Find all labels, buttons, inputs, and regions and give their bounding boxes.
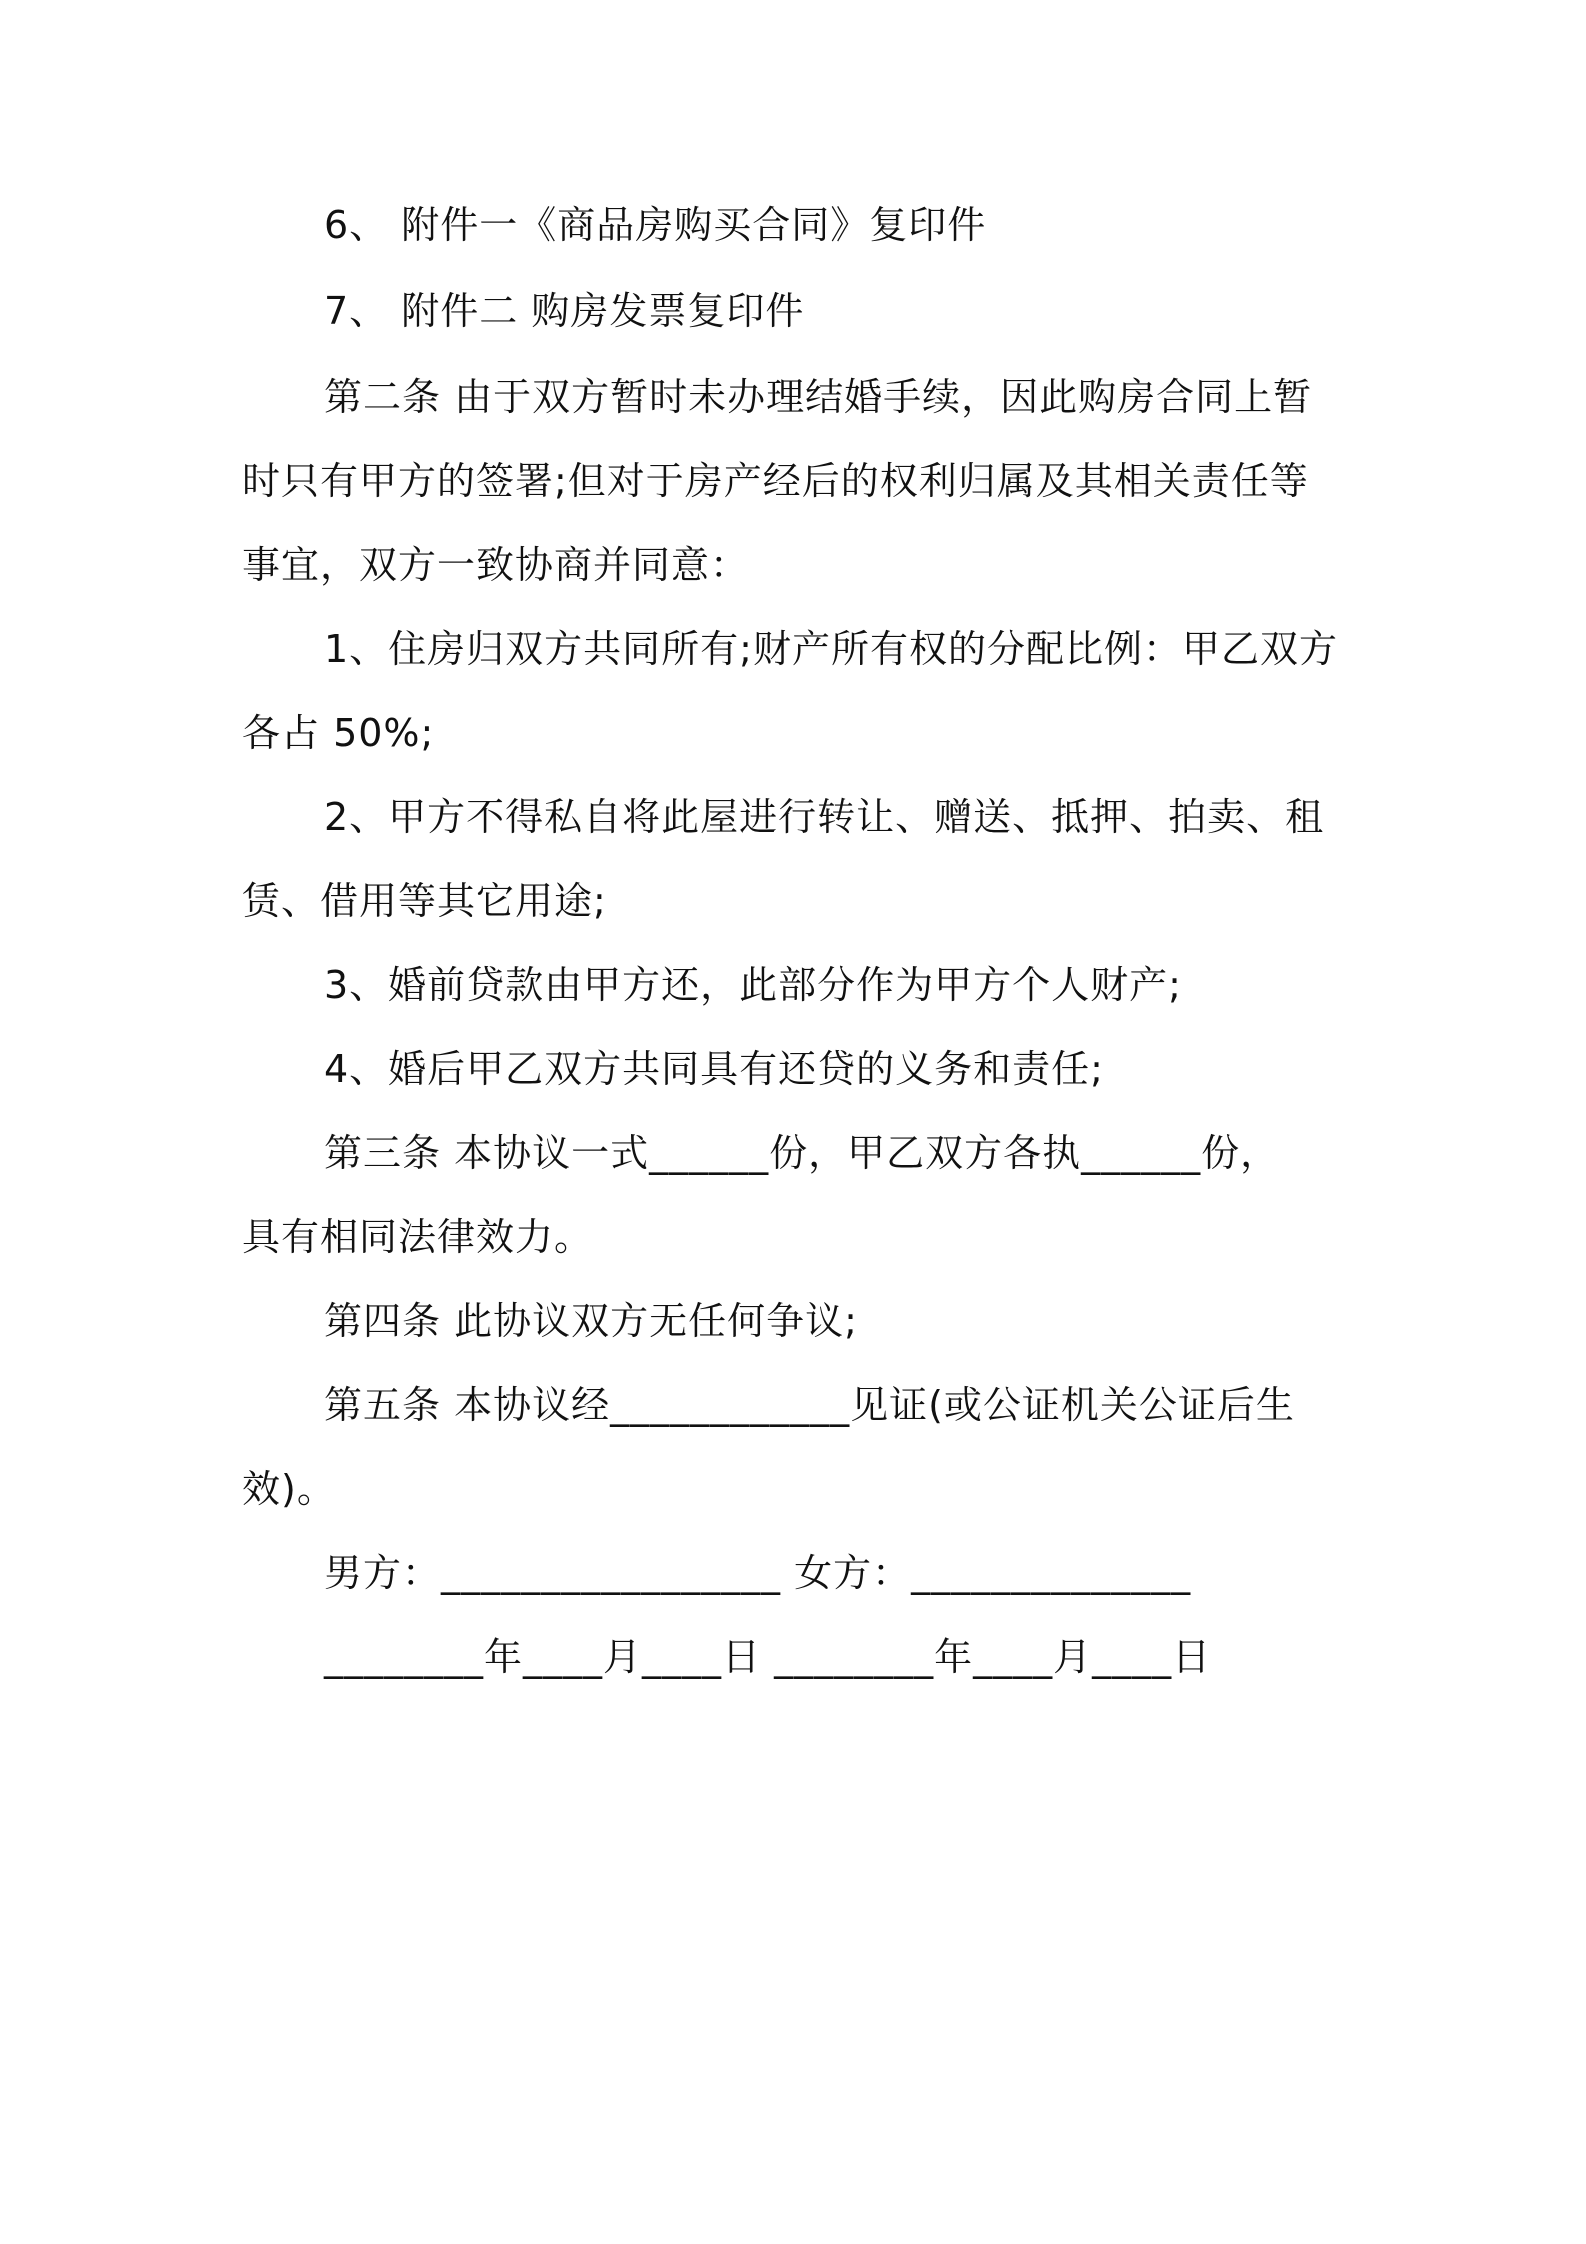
clause-1-line-2: 各占 50%; — [242, 711, 435, 755]
clause-1-line-1: 1、住房归双方共同所有;财产所有权的分配比例：甲乙双方 — [324, 627, 1338, 671]
article-3-line-2: 具有相同法律效力。 — [242, 1215, 594, 1259]
article-2-line-1: 第二条 由于双方暂时未办理结婚手续，因此购房合同上暂 — [324, 375, 1313, 419]
article-2-line-2: 时只有甲方的签署;但对于房产经后的权利归属及其相关责任等 — [242, 459, 1309, 503]
clause-3: 3、婚前贷款由甲方还，此部分作为甲方个人财产; — [324, 963, 1182, 1007]
article-3-line-1: 第三条 本协议一式______份，甲乙双方各执______份， — [324, 1131, 1280, 1175]
clause-2-line-1: 2、甲方不得私自将此屋进行转让、赠送、抵押、拍卖、租 — [324, 795, 1325, 839]
clause-2-line-2: 赁、借用等其它用途; — [242, 879, 607, 923]
attachment-item-6: 6、 附件一《商品房购买合同》复印件 — [324, 203, 987, 247]
article-5-line-1: 第五条 本协议经____________见证(或公证机关公证后生 — [324, 1383, 1295, 1427]
article-2-line-3: 事宜，双方一致协商并同意： — [242, 543, 750, 587]
clause-4: 4、婚后甲乙双方共同具有还贷的义务和责任; — [324, 1047, 1104, 1091]
signature-line: 男方：_________________ 女方：______________ — [324, 1551, 1192, 1595]
article-5-line-2: 效)。 — [242, 1467, 336, 1511]
date-line: ________年____月____日 ________年____月____日 — [324, 1635, 1212, 1679]
article-4: 第四条 此协议双方无任何争议; — [324, 1299, 858, 1343]
attachment-item-7: 7、 附件二 购房发票复印件 — [324, 289, 805, 333]
